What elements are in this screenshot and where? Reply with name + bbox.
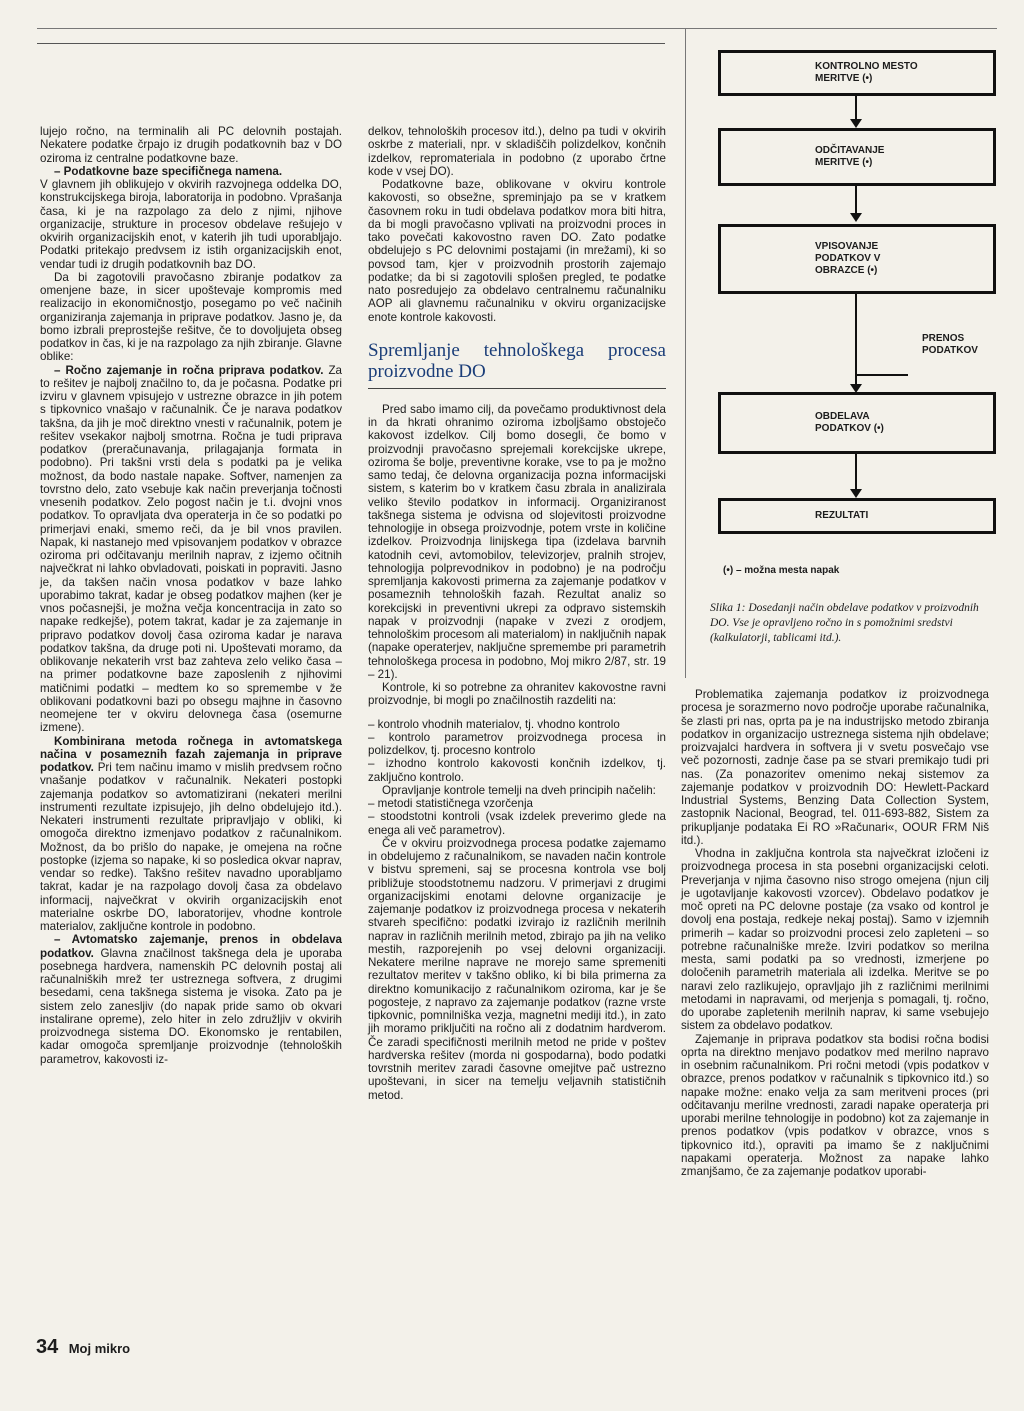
arrow-down-icon [850,213,862,222]
text-column-2 [368,125,666,1102]
section-heading: Spremljanje tehnološkega procesa proizvodne DO [368,340,666,389]
paragraph: Problematika zajemanja podatkov iz proizvodnega procesa je sorazmerno novo področje uporabe računalnika, še zlasti pri nas, oprta pa je na industrijsko metodo zbiranja podatkov in organizacijo ustreznega sistema njih obdelave; proizvajalci hardvera in softvera ji v svetu posvečajo vse več pozornosti, zadnje čase pa se stvari premikajo tudi pri nas. (Za ponazoritev omenimo nekaj sistemov za zajemanje podatkov v proizvodnih DO: Hewlett-Packard Industrial Systems, Benzing Data Collection System, zastopnik Nacional, Beograd, tel. 011-693-882, Sistem za prikupljanje podataka Ei RO »Računari«, OOUR FRM Niš itd.). [681,688,989,847]
header-rule [37,43,665,44]
list-item: – stoodstotni kontroli (vsak izdelek preverimo glede na enega ali več parametrov). [368,810,666,837]
diagram-legend: (•) – možna mesta napak [723,565,840,576]
bold-lead: – Ročno zajemanje in ročna priprava podatkov. [54,363,324,377]
page-number: 34 [36,1336,59,1358]
flow-diagram [685,28,1002,678]
paragraph: lujejo ročno, na terminalih ali PC delovnih postajah. Nekatere podatke črpajo iz drugih podatkovnih baz v DO oziroma iz centralne podatkovne baze. [40,125,342,165]
text-column-1 [40,125,342,1066]
paragraph: Opravljanje kontrole temelji na dveh principih načelih: [382,783,656,797]
list-item: – kontrolo vhodnih materialov, tj. vhodno kontrolo [368,717,620,731]
paragraph: Zajemanje in priprava podatkov sta bodisi ročna bodisi oprta na direktno menjavo podatkov med merilno napravo in osebnim računalnikom. Pri ročni metodi (vpis podatkov v obrazce, prenos podatkov v računalnik s tipkovnico itd.) so napake možne: enako velja za sam meritveni proces (pri odčitavanju merilne vrednosti, zaradi napake operaterja pri uporabi merilne tehnologije in podobno) kot za zajemanje in prenos podatkov (vpis podatkov v obrazce, vnos s tipkovnico itd.), opraviti pa imamo še z naključnimi napakami operaterja. Možnost za napake lahko zmanjšamo, če za zajemanje podatkov uporabi- [681,1032,989,1178]
paragraph: Če v okviru proizvodnega procesa podatke zajemamo in obdelujemo z računalnikom, se navaden način kontrole v bistvu spremeni, saj se procesna kontrola vse bolj približuje stoodstotnemu nadzoru. V primerjavi z drugimi organizacijskimi enotami delovne organizacije je zajemanje podatkov iz proizvodnega procesa v nekaterih stvareh specifično: podatki izvirajo iz različnih merilnih naprav in različnih merilnih metod, zbirajo pa jih na veliko mestih, razporejenih po vsej delovni organizaciji. Nekatere merilne naprave ne morejo same spremeniti rezultatov meritev v takšno obliko, ki bi bila primerna za direktno komunikacijo z računalnikom oziroma, kar je še pogosteje, z napravo za zajemanje podatkov (razne vrste tipkovnic, pomnilniška vezja, magnetni mediji itd.), in zato jih moramo priključiti na ročno ali z dodatnim hardverom. Če zaradi specifičnosti merilnih metod ne pride v poštev hardverska rešitev (morda ni gospodarna), bodo podatki tovrstnih meritev zaradi časovne omejitve pač ustrezno upoštevani, in sicer na temelju veljavnih statističnih metod. [368,836,666,1102]
list-item: – kontrolo parametrov proizvodnega procesa in polizdelkov, tj. procesno kontrolo [368,730,666,757]
paragraph: Vhodna in zaključna kontrola sta največkrat izločeni iz proizvodnega procesa in sta posebni organizacijski celoti. Preverjanja v njima časovno niso strogo omejena (njun cilj je ugotavljanje kakovosti vzorcev). Obdelavo podatkov je moč opreti na PC delovne postaje (za vsako od kontrol je dovolj ena postaja, redkeje nekaj postaj). Samo v izjemnih primerih – kadar so proizvodni procesi zelo zapleteni – so potrebne računalniške mreže. Izviri podatkov so merilna mesta, sami podatki pa so vrednosti, izmerjene po določenih parametrih materiala ali izdelka. Meritve se po naravi zelo razlikujejo, opravljajo jih z različnimi merilnimi metodami in napravami, od merjenja s pomagali, tj. ročno, do uporabe zapletenih merilnih naprav, ki same vsebujejo sistem za obdelavo podatkov. [681,847,989,1033]
page-footer [36,1336,130,1359]
paragraph: Da bi zagotovili pravočasno zbiranje podatkov za omenjene baze, in sicer upoštevaje kompromis med realizacijo in ekonomičnostjo, posegamo po več načinih organiziranja zajemanja in priprave podatkov. Jasno je, da bomo izbrali preprostejše rešitve, če to dovoljujeta obseg podatkov in čas, ki je na razpolago za njih zbiranje. Glavne oblike: [40,270,342,364]
magazine-name: Moj mikro [68,1341,131,1356]
bold-lead: – Avtomatsko zajemanje, prenos in obdelava podatkov. [40,933,342,960]
list-item: – metodi statističnega vzorčenja [368,797,533,810]
bold-lead: Kombinirana metoda ročnega in avtomatskega načina v posameznih fazah zajemanja in priprave podatkov. [40,734,342,774]
paragraph: Pred sabo imamo cilj, da povečamo produktivnost dela in da hkrati ohranimo oziroma izboljšamo obstoječo kakovost izdelkov. Cilj bomo dosegli, če bomo v proizvodnji pravočasno sprejemali korekcijske ukrepe, oziroma še bolje, preventivne korake, vse to pa je možno samo tedaj, če delovna organizacija pozna informacijski sistem, s katerim bo v kratkem času zbrala in analizirala veliko število podatkov in informacij. Organiziranost takšnega sistema je odvisna od slojevitosti proizvodne tehnologije in obsega proizvodnje, potem vrste in količine izdelkov. Proizvodnja linijskega tipa (izdelava barvnih katodnih cevi, avtomobilov, televizorjev, pralnih strojev, tehnologija polprevodnikov in podobno) je na področju spremljanja kakovosti primerna za zajemanje podatkov v posameznih tehnoloških fazah. Rezultat analiz so korekcijski in preventivni ukrepi za odpravo sistemskih napak v proizvodnji (napake v zvezi z orodjem, tehnološkim procesom ali materialom) in naključnih napak (napake operaterjev, naključne spremembe pri parametrih tehnološkega procesa in podobno, Moj mikro 2/87, str. 19 – 21). [368,402,666,681]
flow-box-form-entry: VPISOVANJE PODATKOV V OBRAZCE (•) [718,224,996,294]
list-item: – izhodno kontrolo kakovosti končnih izdelkov, tj. zaključno kontrolo. [368,757,666,784]
bold-lead: – Podatkovne baze specifičnega namena. [54,164,283,178]
flow-box-results: REZULTATI [718,498,996,534]
paragraph: Glavna značilnost takšnega dela je uporaba posebnega hardvera, namenskih PC delovnih postaj ali računalniških mrež ter ustreznega softvera, z drugimi besedami, cena takšnega sistema je visoka. Zato pa je sistem zelo zanesljiv (do napak pride samo ob okvari instalirane opreme), zelo hiter in zelo združljiv v okvirih proizvodnega sistema DO. Ekonomsko je rentabilen, kadar omogoča spremljanje proizvodnje (tehnoloških parametrov, kakovosti iz- [40,946,342,1066]
paragraph: Podatkovne baze, oblikovane v okviru kontrole kakovosti, so obsežne, spreminjajo pa se v kratkem časovnem roku in tudi obdelava podatkov mora biti hitra, da bi mogli pravočasno vplivati na proizvodni proces in tako povečati kakovostno raven DO. Zato podatke obdelujejo s PC delovnimi postajami (in mrežami), ki so povsod tam, kjer v proizvodnih prostorih zajemajo podatke; da bi si zagotovili splošen pregled, te podatke nato posredujejo za obdelavo centralnemu računalniku AOP ali glavnemu računalniku v okviru organizacijske enote kontrole kakovosti. [368,178,666,324]
paragraph: Za to rešitev je najbolj značilno to, da je počasna. Podatke pri izviru v glavnem vpisujejo v ustrezne obrazce in jih potem s tipkovnico vnašajo v računalnik. Če je narava podatkov takšna, da jih je moč direktno vnesti v računalnik, potem je rešitev vsekakor najbolj smotrna. Ročna je tudi priprava podatkov (preračunavanja, prilagajanja formata in podobno). Pri takšni vrsti dela s podatki pa je velika možnost, da bodo nastale napake. Softver, namenjen za tovrstno delo, zato vsebuje kak način preverjanja točnosti vnesenih podatkov. Zelo pogost način je t.i. dvojni vnos podatkov. To opravljata dva operaterja in če so podatki po primerjavi enaki, smemo reči, da je bil vnos pravilen. Napak, ki nastanejo med vpisovanjem podatkov v obrazce oziroma pri odčitavanju merilnih naprav, z izjemo očitnih največkrat ni lahko obvladovati, poiskati in popraviti. Jasno je, da takšen način vnosa podatkov v baze lahko uporabimo takrat, kadar je obseg podatkov majhen (ker je vnos počasnejši, je možna večja koncentracija in zato so napake redkejše), potem takrat, kadar je za zajemanje in pripravo podatkov dovolj časa oziroma kadar je narava podatkov takšna, da druge poti ni. Upoštevati moramo, da oblikovanje nekaterih vrst baz zahteva zelo veliko časa – na primer podatkovne baze zaposlenih z njihovimi matičnimi podatki – medtem ko so spremembe v že oblikovani podatkovni bazi po obsegu majhne in časovno neomejene ter v okviru delovnega časa (osemurne izmene). [40,363,342,735]
figure-caption: Slika 1: Dosedanji način obdelave podatkov v proizvodnih DO. Vse je opravljeno ročno in s pomožnimi sredstvi (kalkulatorji, tablicami itd.). [710,602,979,644]
flow-box-processing: OBDELAVA PODATKOV (•) [718,392,996,454]
flow-box-reading: ODČITAVANJE MERITVE (•) [718,128,996,186]
paragraph: Kontrole, ki so potrebne za ohranitev kakovostne ravni proizvodnje, bi mogli po značilnostih razdeliti na: [368,681,666,708]
arrow-down-icon [850,119,862,128]
arrow-down-icon [850,489,862,498]
paragraph: delkov, tehnoloških procesov itd.), delno pa tudi v okvirih oskrbe z materiali, npr. v skladiščih polizdelkov, končnih izdelkov, repromateriala in podobno (z uporabo črtne kode v vsej DO). [368,125,666,178]
transfer-label: PRENOS PODATKOV [922,333,978,356]
flow-box-measuring-point: KONTROLNO MESTO MERITVE (•) [718,50,996,96]
paragraph: Pri tem načinu imamo v mislih predvsem ročno vnašanje podatkov v računalnik. Nekateri postopki zajemanja podatkov so avtomatizirani (nekateri merilni instrumenti rezultate izpisujejo, jih delno obdelujejo itd.). Nekateri instrumenti rezultate pripravljajo v obliki, ki omogoča direktno izmenjavo podatkov z računalnikom. Možnost, da bo prišlo do napake, je omejena na ročne postopke (izjema so napake, ki so posledica okvar naprav, vendar so redke). Takšno rešitev navadno uporabljamo takrat, kadar je na razpolago dovolj časa za obdelavo informacij, največkrat v okvirih organizacijskih enot materialne oskrbe DO, laboratorijev, vhodne kontrole materialov, zaključne kontrole in podobno. [40,761,342,933]
text-column-3 [681,688,989,1178]
paragraph: V glavnem jih oblikujejo v okvirih razvojnega oddelka DO, konstrukcijskega biroja, laboratorija in podobno. Vprašanja časa, ki je na razpolago za delo z njimi, njihove organizacije, strukture in procesov obdelave rešujejo v okvirih organizacijskih enot, v katerih jih tudi uporabljajo. Podatki pritekajo predvsem iz istih organizacijskih enot, vendar tudi iz drugih podatkovnih baz DO. [40,178,342,271]
